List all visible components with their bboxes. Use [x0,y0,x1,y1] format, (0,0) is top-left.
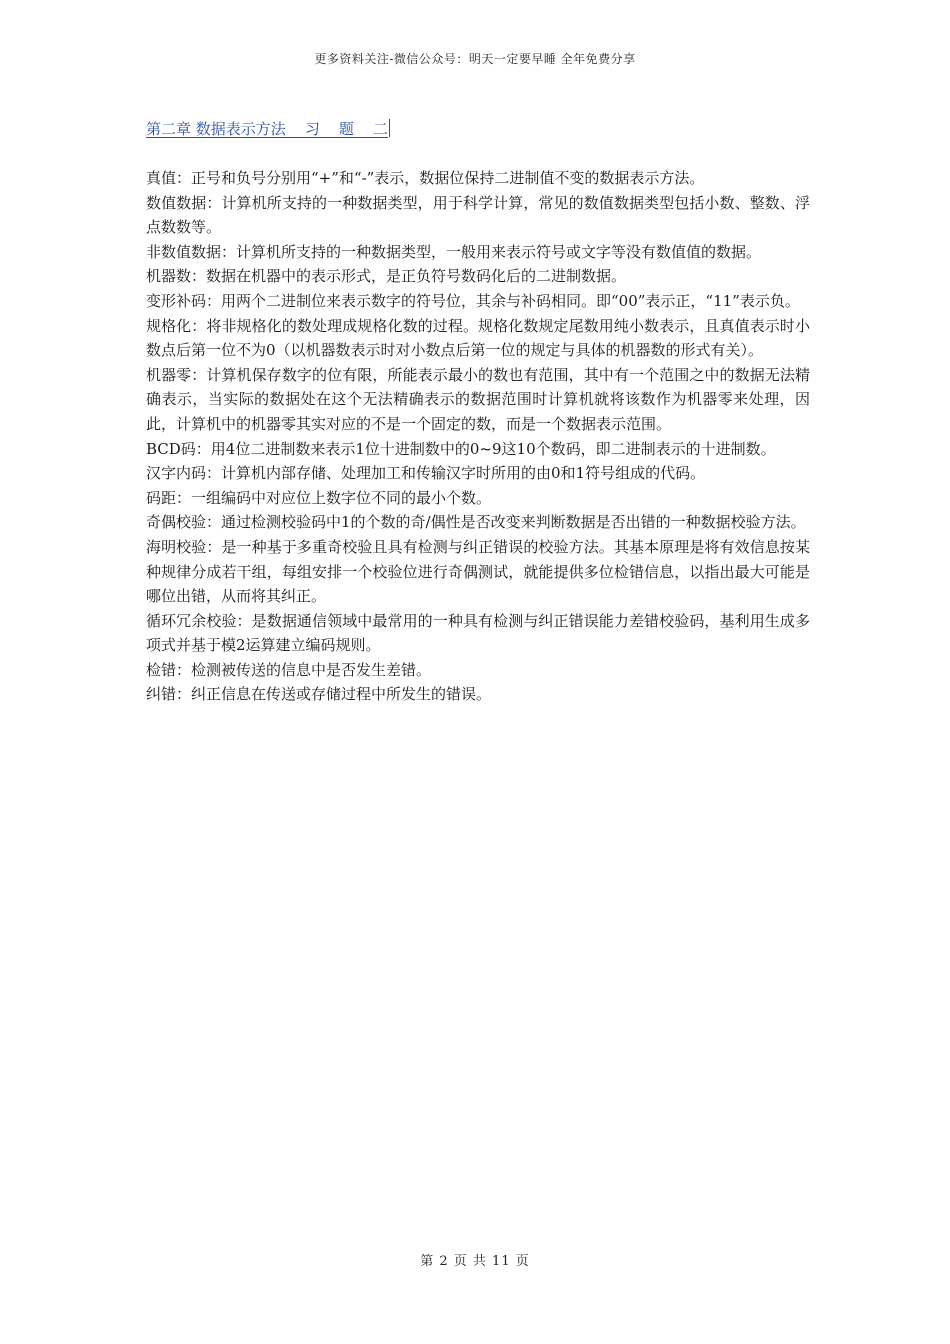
definition-paragraph: 机器零：计算机保存数字的位有限，所能表示最小的数也有范围，其中有一个范围之中的数据无法精确表示，当实际的数据处在这个无法精确表示的数据范围时计算机就将该数作为机器零来处理，因此，计算机中的机器零其实对应的不是一个固定的数，而是一个数据表示范围。 [146,365,810,433]
definition-paragraph: 循环冗余校验：是数据通信领域中最常用的一种具有检测与纠正错误能力差错校验码，基利用生成多项式并基于模2运算建立编码规则。 [146,611,810,655]
definition-paragraph: 机器数：数据在机器中的表示形式，是正负符号数码化后的二进制数据。 [146,267,627,286]
definition-paragraph: 纠错：纠正信息在传送或存储过程中所发生的错误。 [146,685,492,704]
definition-paragraph: 汉字内码：计算机内部存储、处理加工和传输汉字时所用的由0和1符号组成的代码。 [146,464,706,483]
definitions-body [146,166,810,707]
definition-paragraph: 码距：一组编码中对应位上数字位不同的最小个数。 [146,488,492,507]
definition-paragraph: 海明校验：是一种基于多重奇校验且具有检测与纠正错误的校验方法。其基本原理是将有效信息按某种规律分成若干组，每组安排一个校验位进行奇偶测试，就能提供多位检错信息，以指出最大可能是哪位出错，从而将其纠正。 [146,537,810,606]
definition-paragraph: 数值数据：计算机所支持的一种数据类型，用于科学计算，常见的数值数据类型包括小数、整数、浮点数数等。 [146,193,810,237]
text-cursor [389,119,390,137]
definition-paragraph: 规格化：将非规格化的数处理成规格化数的过程。规格化数规定尾数用纯小数表示，且真值表示时小数点后第一位不为0（以机器数表示时对小数点后第一位的规定与具体的机器数的形式有关）。 [146,316,810,360]
chapter-title-text: 第二章 数据表示方法 习 题 二 [146,120,388,138]
definition-paragraph: 非数值数据：计算机所支持的一种数据类型，一般用来表示符号或文字等没有数值值的数据。 [146,242,762,261]
definition-paragraph: BCD码：用4位二进制数来表示1位十进制数中的0~9这10个数码，即二进制表示的十进制数。 [146,439,776,458]
definition-paragraph: 检错：检测被传送的信息中是否发生差错。 [146,660,432,679]
page-footer: 第 2 页 共 11 页 [420,1254,530,1269]
page-header: 更多资料关注-微信公众号：明天一定要早睡 全年免费分享 [314,52,636,66]
chapter-title[interactable] [146,118,390,139]
definition-paragraph: 真值：正号和负号分别用“+”和“-”表示，数据位保持二进制值不变的数据表示方法。 [146,169,705,187]
definition-paragraph: 奇偶校验：通过检测校验码中1的个数的奇/偶性是否改变来判断数据是否出错的一种数据校验方法。 [146,513,806,532]
definition-paragraph: 变形补码：用两个二进制位来表示数字的符号位，其余与补码相同。即“00”表示正，“11”表示负。 [146,291,800,310]
